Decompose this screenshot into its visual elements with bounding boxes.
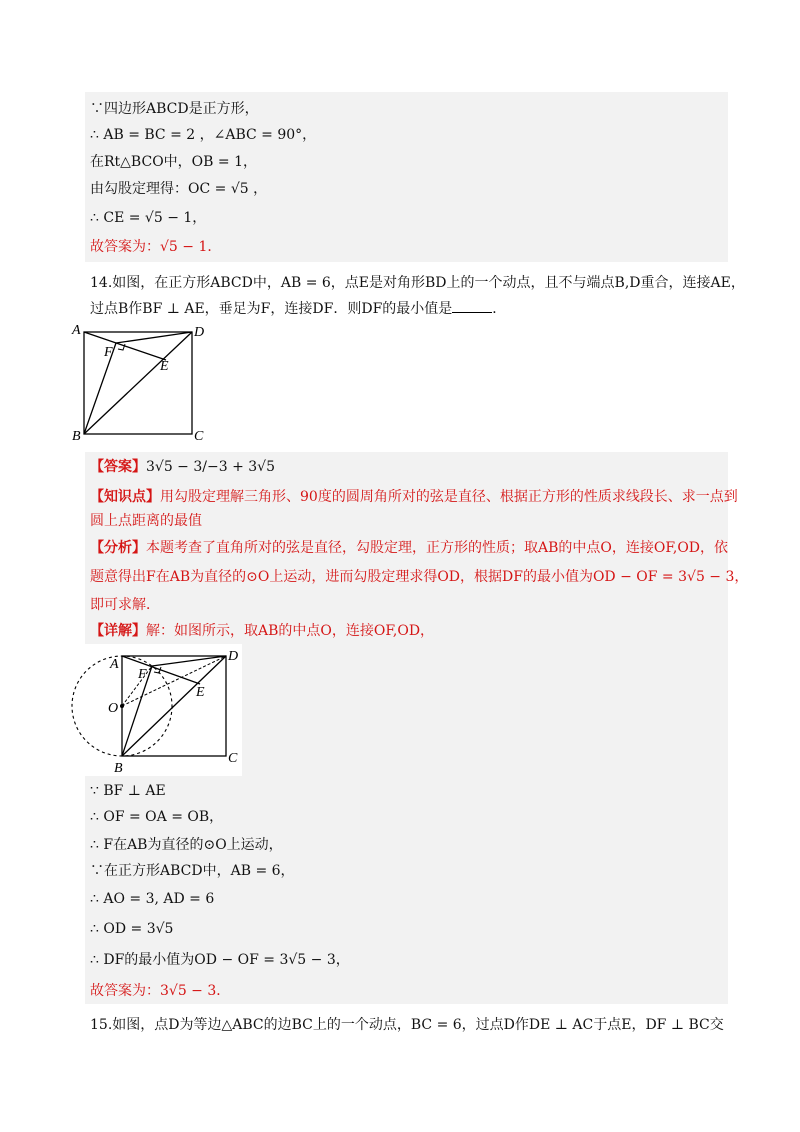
detail-tag: 【详解】: [90, 623, 146, 639]
step-1: ∵ BF ⊥ AE: [90, 783, 166, 799]
q14-stem-line2-end: ．: [492, 301, 507, 317]
fig1-label-b: B: [72, 429, 81, 444]
q14-solution-figure: [70, 644, 242, 776]
analysis-text-1: 本题考查了直角所对的弦是直径，勾股定理，正方形的性质；取AB的中点O，连接OF,OD，依: [146, 540, 729, 556]
answer-line: [90, 456, 275, 478]
q14-stem-line2-text: 过点B作BF ⊥ AE，垂足为F，连接DF．则DF的最小值是: [90, 301, 453, 317]
step-4: ∵在正方形ABCD中，AB = 6，: [90, 863, 295, 879]
analysis-line-3: 即可求解．: [90, 597, 160, 613]
fig1-label-c: C: [194, 429, 204, 444]
answer-tag: 【答案】: [90, 459, 146, 475]
fig2-label-c: C: [228, 751, 238, 766]
q14-figure: [70, 322, 210, 444]
knowledge-line-2: 圆上点距离的最值: [90, 513, 202, 529]
answer-value: 3√5 − 3/−3 + 3√5: [146, 459, 275, 475]
fig1-label-a: A: [72, 323, 81, 338]
prev-line-1: ∵四边形ABCD是正方形，: [90, 101, 259, 117]
prev-line-4: 由勾股定理得：OC = √5 ，: [90, 181, 268, 197]
step-2: ∴ OF = OA = OB，: [90, 809, 224, 825]
detail-line: [90, 620, 434, 642]
fig2-label-a: A: [110, 657, 119, 672]
detail-text: 解：如图所示，取AB的中点O，连接OF,OD，: [146, 623, 435, 639]
knowledge-line-1: [90, 486, 738, 508]
q14-stem-line1: 14.如图，在正方形ABCD中，AB = 6，点E是对角形BD上的一个动点，且不与端点B,D重合，连接AE，: [90, 275, 745, 291]
knowledge-tag: 【知识点】: [90, 489, 160, 505]
analysis-line-1: [90, 537, 728, 559]
fig1-label-e: E: [160, 359, 169, 374]
q14-stem-line2: [90, 298, 506, 320]
fig2-label-b: B: [114, 761, 123, 776]
prev-line-6: 故答案为：√5 − 1．: [90, 239, 222, 255]
q15-stem: 15.如图，点D为等边△ABC的边BC上的一个动点，BC = 6，过点D作DE ⊥ AC于点E，DF ⊥ BC交: [90, 1017, 724, 1033]
fig2-label-f: F: [138, 667, 147, 682]
step-6: ∴ OD = 3√5: [90, 921, 174, 937]
step-7: ∴ DF的最小值为OD − OF = 3√5 − 3，: [90, 952, 350, 968]
fig1-label-d: D: [194, 325, 205, 340]
prev-line-5: ∴ CE = √5 − 1，: [90, 210, 207, 226]
step-8: 故答案为：3√5 − 3．: [90, 983, 231, 999]
fig2-label-d: D: [228, 649, 239, 664]
fig2-label-o: O: [108, 701, 119, 716]
answer-blank: [452, 298, 492, 313]
prev-line-3: 在Rt△BCO中，OB = 1，: [90, 154, 257, 170]
analysis-tag: 【分析】: [90, 540, 146, 556]
prev-line-2: ∴ AB = BC = 2 ，∠ABC = 90°，: [90, 127, 317, 143]
fig1-label-f: F: [104, 345, 113, 360]
step-5: ∴ AO = 3, AD = 6: [90, 891, 215, 907]
fig2-label-e: E: [196, 685, 205, 700]
analysis-line-2: 题意得出F在AB为直径的⊙O上运动，进而勾股定理求得OD，根据DF的最小值为OD − OF = 3√5 − 3，: [90, 569, 749, 585]
knowledge-text-1: 用勾股定理解三角形、90度的圆周角所对的弦是直径、根据正方形的性质求线段长、求一点到: [160, 489, 738, 505]
step-3: ∴ F在AB为直径的⊙O上运动，: [90, 837, 283, 853]
